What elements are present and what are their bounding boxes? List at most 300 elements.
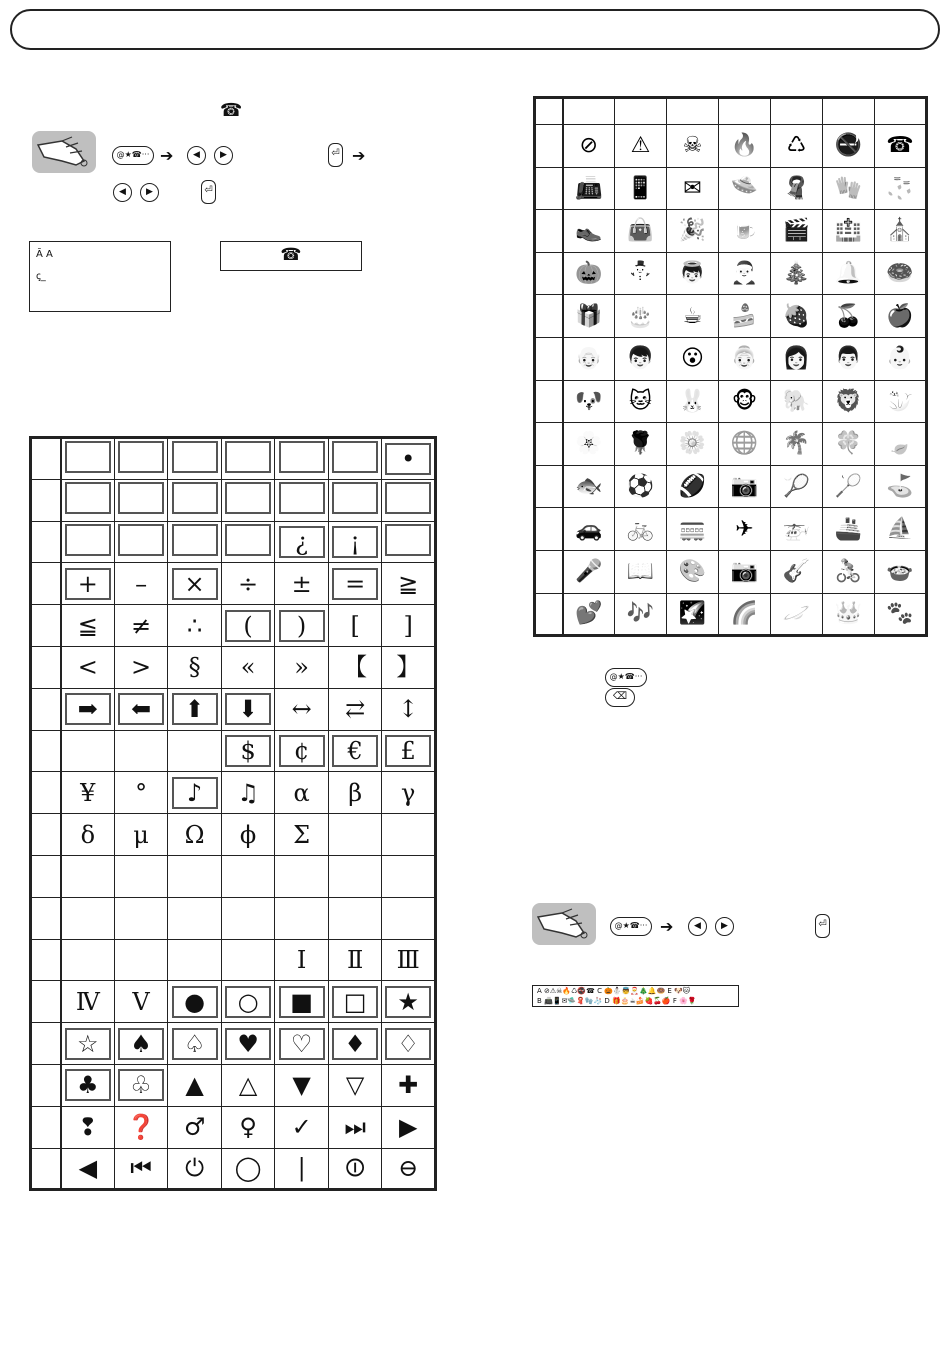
symbol-glyph: ϕ [239, 820, 257, 849]
table-row [535, 210, 927, 253]
row-header [31, 730, 61, 772]
symbol-cell [168, 438, 222, 480]
symbol-glyph: ♥ [225, 1028, 271, 1060]
symbol-glyph: ≧ [398, 569, 419, 598]
row-header [31, 1106, 61, 1148]
symbol-cell [168, 855, 222, 897]
symbol-glyph [279, 441, 325, 473]
symbol-cell [221, 563, 275, 605]
symbol-cell [328, 730, 382, 772]
table-row [535, 550, 927, 593]
flow-arrow-icon: ➔ [352, 146, 366, 165]
pictograph-cell [719, 593, 771, 636]
pictograph-glyph: 👩 [782, 346, 811, 372]
symbol-cell [61, 1148, 115, 1190]
symbol-cell [61, 730, 115, 772]
symbol-cell [61, 521, 115, 563]
pictograph-glyph: 🍩 [886, 261, 914, 287]
pictograph-glyph: 🍀 [834, 431, 863, 457]
symbol-glyph: ) [279, 610, 325, 642]
symbol-cell [275, 855, 329, 897]
symbol-cell [221, 479, 275, 521]
table-row [31, 1064, 436, 1106]
symbol-glyph: ⏮ [130, 1154, 152, 1183]
pictograph-cell [719, 380, 771, 423]
pictograph-cell [823, 380, 875, 423]
symbol-glyph: ± [291, 569, 312, 598]
table-row [31, 939, 436, 981]
pictograph-cell [875, 337, 927, 380]
symbol-glyph: < [77, 653, 98, 682]
pictograph-glyph: 🎬 [782, 218, 811, 244]
pictograph-glyph: 🎉 [678, 218, 707, 244]
symbol-glyph: 【 [343, 653, 368, 682]
symbol-cell [61, 814, 115, 856]
symbol-key[interactable]: @★☎··· [605, 668, 647, 687]
symbol-glyph: ⬅ [118, 693, 164, 725]
symbol-cell [275, 605, 329, 647]
pictograph-cell [719, 210, 771, 253]
pictograph-cell [563, 593, 615, 636]
symbol-glyph: ♢ [385, 1028, 431, 1060]
symbol-glyph: ✚ [398, 1071, 419, 1100]
symbol-cell [61, 939, 115, 981]
symbol-glyph: ÷ [238, 569, 259, 598]
symbol-glyph: £ [385, 735, 431, 767]
pictograph-cell [667, 167, 719, 210]
symbol-glyph: △ [238, 1071, 258, 1100]
symbol-cell [328, 1148, 382, 1190]
pictograph-cell [875, 593, 927, 636]
label-preview [220, 241, 362, 271]
symbol-glyph [65, 441, 111, 473]
symbol-cell [168, 981, 222, 1023]
pictograph-glyph: 🚴 [834, 559, 863, 585]
pictograph-glyph: 🌴 [782, 431, 811, 457]
symbol-cell [61, 1064, 115, 1106]
pictograph-glyph: 🏈 [678, 474, 707, 500]
pictograph-glyph: 🎄 [782, 261, 811, 287]
symbol-cell [168, 646, 222, 688]
symbol-cell [382, 479, 436, 521]
symbol-cell [61, 688, 115, 730]
pictograph-glyph: ⚽ [626, 474, 655, 500]
symbol-cell [328, 479, 382, 521]
symbol-cell [275, 897, 329, 939]
table-row [535, 508, 927, 551]
pictograph-cell [823, 125, 875, 168]
symbol-cell [221, 814, 275, 856]
pictograph-cell [563, 167, 615, 210]
pictograph-glyph: 🧤 [834, 175, 863, 201]
symbol-cell [382, 646, 436, 688]
symbol-cell [114, 688, 168, 730]
pictograph-glyph: 🌠 [678, 601, 707, 627]
column-header [615, 98, 667, 125]
symbol-glyph: > [131, 653, 152, 682]
symbol-cell [168, 688, 222, 730]
symbol-cell [328, 646, 382, 688]
row-header [535, 295, 563, 338]
symbol-glyph: $ [225, 735, 271, 767]
pictograph-cell [875, 252, 927, 295]
pictograph-glyph: 🏸 [834, 474, 863, 500]
pictograph-glyph: 💕 [575, 601, 603, 627]
pictograph-cell [771, 252, 823, 295]
hand-press-icon [532, 903, 596, 945]
symbol-glyph: ★ [385, 986, 431, 1018]
table-row [31, 1023, 436, 1065]
symbol-cell [114, 479, 168, 521]
pictograph-glyph: 🍰 [730, 303, 759, 329]
symbol-glyph: Ⅴ [132, 987, 150, 1016]
row-header [31, 772, 61, 814]
symbol-cell [114, 521, 168, 563]
symbol-cell [221, 688, 275, 730]
symbol-cell [61, 479, 115, 521]
enter-key[interactable]: ⏎ [201, 180, 216, 204]
table-row [31, 563, 436, 605]
row-header [31, 939, 61, 981]
pictograph-cell [667, 550, 719, 593]
symbol-cell [168, 1064, 222, 1106]
table-row [31, 521, 436, 563]
symbol-glyph: γ [401, 778, 416, 807]
table-row [31, 772, 436, 814]
symbol-cell [221, 1023, 275, 1065]
symbol-glyph: Σ [293, 820, 311, 849]
pictograph-cell [771, 380, 823, 423]
pictograph-glyph: ☠ [682, 133, 703, 159]
right-arrow-key[interactable]: ▶ [715, 917, 734, 936]
pictograph-cell [615, 295, 667, 338]
table-row [31, 897, 436, 939]
pictograph-cell [719, 337, 771, 380]
symbol-glyph: 】 [396, 653, 421, 682]
pictograph-cell [615, 465, 667, 508]
pictograph-glyph: 🎸 [782, 559, 811, 585]
symbol-glyph: ° [135, 778, 148, 807]
symbol-cell [61, 772, 115, 814]
symbol-glyph: α [293, 778, 310, 807]
pictograph-glyph: 📠 [575, 175, 603, 201]
symbol-glyph: | [297, 1154, 306, 1183]
symbol-cell [382, 1148, 436, 1190]
pictograph-cell [615, 337, 667, 380]
symbol-glyph: □ [332, 986, 378, 1018]
pictograph-glyph: 🌈 [730, 601, 759, 627]
pictograph-cell [719, 252, 771, 295]
pictograph-glyph: 🚃 [678, 516, 707, 542]
symbol-cell [61, 897, 115, 939]
pictograph-glyph: ⛵ [886, 516, 914, 542]
row-header [535, 167, 563, 210]
symbol-cell [382, 563, 436, 605]
column-header [823, 98, 875, 125]
table-row [535, 295, 927, 338]
pictograph-cell [875, 550, 927, 593]
pictograph-glyph: 🚲 [626, 516, 655, 542]
pictograph-cell [563, 423, 615, 466]
pictograph-cell [667, 125, 719, 168]
pictograph-glyph: 🏥 [834, 218, 863, 244]
symbol-glyph: ¡ [332, 526, 378, 558]
pictograph-cell [719, 423, 771, 466]
left-arrow-key[interactable]: ◀ [688, 917, 707, 936]
pictograph-cell [563, 380, 615, 423]
symbol-cell [382, 939, 436, 981]
pictograph-cell [771, 337, 823, 380]
telephone-icon: ☎ [280, 245, 302, 265]
flow-arrow-icon: ➔ [660, 917, 674, 936]
row-header [31, 688, 61, 730]
symbol-cell [382, 1106, 436, 1148]
row-header [31, 479, 61, 521]
symbol-cell [114, 646, 168, 688]
symbol-cell [328, 563, 382, 605]
symbol-cell [114, 981, 168, 1023]
symbol-cell [328, 521, 382, 563]
symbol-glyph: [ [350, 611, 360, 640]
symbol-cell [168, 730, 222, 772]
pictograph-cell [719, 125, 771, 168]
pictograph-glyph: 📖 [626, 559, 655, 585]
symbol-cell [114, 1106, 168, 1148]
pictograph-cell [667, 465, 719, 508]
row-header [31, 438, 61, 480]
right-arrow-key[interactable]: ▶ [214, 146, 233, 165]
table-row [535, 465, 927, 508]
symbol-cell [275, 563, 329, 605]
symbol-glyph: Ω [184, 820, 205, 849]
pictograph-glyph: 🧦 [886, 175, 914, 201]
pictograph-cell [719, 167, 771, 210]
symbol-cell [221, 646, 275, 688]
pictograph-glyph: 🐵 [731, 388, 758, 414]
left-arrow-key[interactable]: ◀ [113, 183, 132, 202]
symbol-glyph: = [332, 568, 378, 600]
pictograph-cell [563, 550, 615, 593]
table-row [31, 438, 436, 480]
symbol-glyph: ⊖ [398, 1154, 419, 1183]
column-header [875, 98, 927, 125]
symbol-cell [275, 688, 329, 730]
symbol-cell [168, 814, 222, 856]
pictograph-cell [719, 550, 771, 593]
symbol-cell [114, 855, 168, 897]
pictograph-glyph: 🎶 [626, 601, 655, 627]
symbol-cell [168, 1148, 222, 1190]
symbol-cell [61, 605, 115, 647]
symbol-glyph: ⏻ [185, 1154, 205, 1183]
symbol-cell [275, 1148, 329, 1190]
symbol-glyph: ➡ [65, 693, 111, 725]
symbol-cell [328, 688, 382, 730]
symbol-cell [114, 438, 168, 480]
symbol-cell [221, 1148, 275, 1190]
symbol-glyph [65, 524, 111, 556]
row-header [31, 646, 61, 688]
pictograph-glyph: 🐾 [886, 601, 914, 627]
symbol-cell [382, 772, 436, 814]
flow-arrow-icon: ➔ [160, 146, 174, 165]
symbol-glyph [225, 482, 271, 514]
symbol-cell [61, 1106, 115, 1148]
pictograph-glyph: 🎨 [678, 559, 707, 585]
pictograph-cell [563, 508, 615, 551]
symbol-glyph: ♦ [332, 1028, 378, 1060]
symbol-glyph [172, 524, 218, 556]
symbol-cell [221, 1106, 275, 1148]
pictograph-glyph: 🐶 [575, 388, 603, 414]
symbol-glyph: ♂ [183, 1113, 206, 1142]
pictograph-cell [875, 167, 927, 210]
pictograph-glyph: 🌸 [575, 431, 603, 457]
symbol-glyph: ▼ [292, 1071, 311, 1100]
pictograph-glyph: ⚠ [630, 133, 651, 159]
row-header [535, 380, 563, 423]
pictograph-glyph: 🐰 [678, 388, 707, 414]
symbol-glyph: ♧ [118, 1069, 164, 1101]
row-header [535, 423, 563, 466]
row-header [31, 1148, 61, 1190]
symbol-cell [168, 939, 222, 981]
symbol-cell [221, 730, 275, 772]
symbol-cell [275, 981, 329, 1023]
pictograph-glyph: 📷 [730, 474, 759, 500]
pictograph-cell [823, 167, 875, 210]
symbol-cell [114, 939, 168, 981]
symbol-cell [221, 438, 275, 480]
pictograph-cell [615, 125, 667, 168]
column-header [719, 98, 771, 125]
pictograph-cell [823, 252, 875, 295]
pictograph-glyph: 🧣 [782, 175, 811, 201]
symbol-glyph: ▶ [398, 1113, 418, 1142]
pictograph-cell [875, 125, 927, 168]
symbol-glyph: « [240, 653, 256, 682]
symbol-cell [382, 605, 436, 647]
table-row [535, 593, 927, 636]
symbol-cell [275, 730, 329, 772]
symbol-glyph: ∴ [186, 611, 203, 640]
enter-key[interactable]: ⏎ [328, 143, 343, 167]
pictograph-glyph: 🍓 [782, 303, 811, 329]
symbol-cell [275, 1023, 329, 1065]
symbol-cell [221, 855, 275, 897]
pictograph-glyph: 👜 [626, 218, 655, 244]
symbol-glyph: + [65, 568, 111, 600]
pictograph-glyph: ☕ [682, 303, 703, 329]
enter-key[interactable]: ⏎ [815, 914, 830, 938]
symbol-cell [61, 646, 115, 688]
pictograph-glyph: 🎃 [575, 261, 603, 287]
row-header [535, 337, 563, 380]
symbol-cell [168, 605, 222, 647]
pictograph-glyph: 🌐 [730, 431, 759, 457]
symbol-cell [328, 939, 382, 981]
pictograph-glyph: 🎤 [575, 559, 603, 585]
symbol-cell [382, 1023, 436, 1065]
pictograph-cell [823, 210, 875, 253]
symbol-glyph: ♪ [172, 777, 218, 809]
row-header [31, 605, 61, 647]
symbol-cell [114, 563, 168, 605]
symbol-cell [382, 730, 436, 772]
pictograph-glyph: 👦 [626, 346, 655, 372]
pictograph-glyph: 🍲 [886, 559, 914, 585]
pictograph-glyph: ⛄ [626, 261, 655, 287]
row-header [31, 563, 61, 605]
table-row [31, 1106, 436, 1148]
pictograph-glyph: 😮 [681, 346, 704, 372]
symbol-glyph: • [385, 443, 431, 475]
pictograph-glyph: 👨 [834, 346, 863, 372]
symbol-glyph [332, 482, 378, 514]
symbol-key[interactable]: @★☎··· [610, 917, 652, 936]
pictograph-cell [667, 508, 719, 551]
symbol-glyph: β [348, 778, 363, 807]
symbol-glyph: ⬇ [225, 693, 271, 725]
symbol-cell [221, 939, 275, 981]
symbol-cell [382, 438, 436, 480]
symbol-cell [114, 1023, 168, 1065]
backspace-key[interactable]: ⌫ [605, 688, 635, 707]
left-arrow-key[interactable]: ◀ [187, 146, 206, 165]
symbol-glyph: ☆ [65, 1028, 111, 1060]
pictograph-cell [719, 295, 771, 338]
pictograph-cell [875, 295, 927, 338]
symbol-cell [221, 772, 275, 814]
symbol-cell [114, 730, 168, 772]
symbol-glyph: ♠ [118, 1028, 164, 1060]
lcd-line-2: ꞔ_ [36, 271, 46, 282]
symbol-glyph: ♀ [239, 1113, 257, 1142]
symbol-cell [168, 772, 222, 814]
symbol-cell [328, 1106, 382, 1148]
symbol-cell [61, 438, 115, 480]
pictograph-cell [823, 550, 875, 593]
symbol-glyph: δ [80, 820, 96, 849]
pictograph-cell [719, 465, 771, 508]
symbol-glyph: € [332, 735, 378, 767]
pictograph-cell [771, 550, 823, 593]
symbol-glyph: ○ [225, 986, 271, 1018]
right-arrow-key[interactable]: ▶ [140, 183, 159, 202]
symbol-cell [61, 1023, 115, 1065]
symbol-key[interactable]: @★☎··· [112, 146, 154, 165]
pictograph-glyph: 👵 [730, 346, 759, 372]
pictograph-cell [875, 508, 927, 551]
symbol-glyph [225, 524, 271, 556]
symbol-cell [114, 605, 168, 647]
pictograph-glyph: ♺ [786, 133, 807, 159]
pictograph-cell [563, 295, 615, 338]
symbol-glyph: ✓ [291, 1113, 312, 1142]
row-header [535, 550, 563, 593]
basic-symbol-table [29, 436, 437, 1191]
symbol-cell [275, 646, 329, 688]
symbol-glyph: ♤ [172, 1028, 218, 1060]
pictograph-cell [875, 423, 927, 466]
pictograph-glyph: 🎁 [575, 303, 603, 329]
row-header [535, 252, 563, 295]
symbol-cell [328, 855, 382, 897]
row-header [31, 1064, 61, 1106]
symbol-cell [328, 772, 382, 814]
pictograph-glyph: 🔔 [834, 261, 863, 287]
symbol-glyph: ≦ [77, 611, 98, 640]
